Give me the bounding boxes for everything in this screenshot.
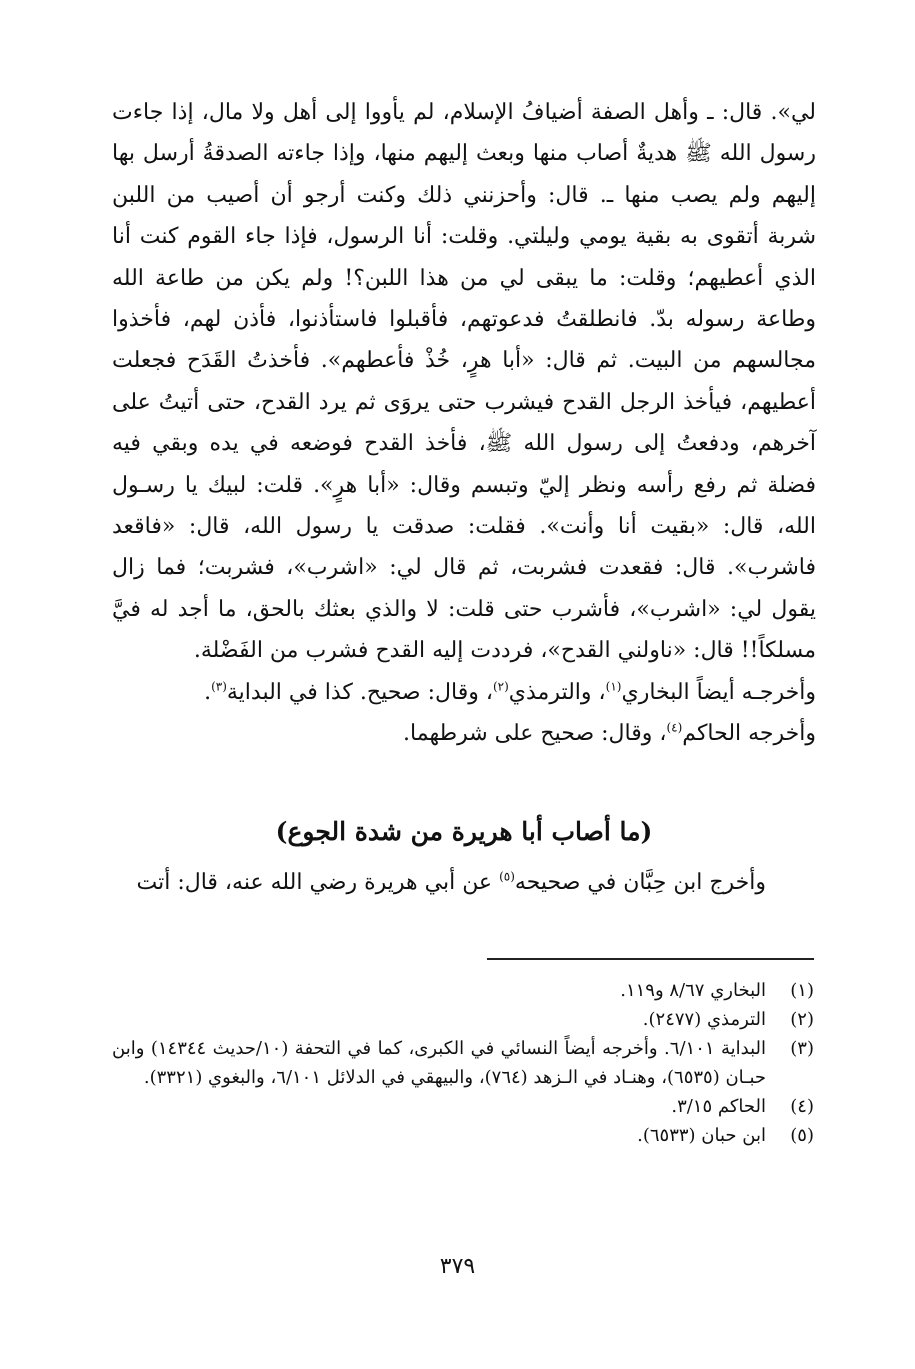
footnote-number: (١) xyxy=(790,980,814,1001)
footnote-3 xyxy=(112,1034,814,1092)
hakim-line: وأخرجه الحاكم$^{(٤)}$، وقال: صحيح على شرطهما. xyxy=(403,720,816,747)
section-title: (ما أصاب أبا هريرة من شدة الجوع) xyxy=(275,817,653,846)
footnote-ref-3[interactable]: (٣) xyxy=(211,679,227,694)
main-text xyxy=(112,92,816,755)
page-number: ٣٧٩ xyxy=(439,1254,476,1279)
footnote-text: البداية ٦/١٠١. وأخرجه أيضاً النسائي في الكبرى، كما في التحفة (١٠/حديث ١٤٣٤٤) وابن حبـان (٦٥٣٥)، وهنـاد في الـزهد (٧٦٤)، والبيهقي في الدلائل ٦/١٠١، والبغوي (٣٣٢١). xyxy=(112,1038,767,1088)
footnote-1 xyxy=(112,976,814,1005)
footnote-2 xyxy=(112,1005,814,1034)
footnote-5 xyxy=(112,1121,814,1150)
footnote-4 xyxy=(112,1092,814,1121)
footnote-ref-1[interactable]: (١) xyxy=(605,679,622,694)
footnote-ref-4[interactable]: (٤) xyxy=(666,720,683,735)
footnote-ref-2[interactable]: (٢) xyxy=(492,679,509,694)
footnote-number: (٥) xyxy=(790,1125,814,1146)
footnotes-list xyxy=(112,976,814,1150)
footnote-number: (٣) xyxy=(790,1038,814,1059)
footnote-number: (٢) xyxy=(790,1009,814,1030)
footnote-ref-5[interactable]: (٥) xyxy=(499,869,515,884)
footnote-divider xyxy=(487,958,814,960)
section-opening: وأخرج ابن حِبَّان في صحيحه$^{(٥)}$ عن أبي هريرة رضي الله عنه، قال: أتت xyxy=(136,869,766,895)
footnote-text: ابن حبان (٦٥٣٣). xyxy=(637,1125,766,1146)
footnote-text: الحاكم ٣/١٥. xyxy=(671,1096,766,1117)
footnote-number: (٤) xyxy=(790,1096,814,1117)
main-paragraph: لي». قال: ـ وأهل الصفة أضيافُ الإسلام، لم يأووا إلى أهل ولا مال، إذا جاءت رسول الله ﷺ هديةٌ أصاب منها وبعث إليهم منها، وإذا جاءته الصدقةُ أرسل بها إليهم ولم يصب منها ـ. قال: وأحزنني ذلك وكنت أرجو أن أصيب من اللبن شربة أتقوى به بقية يومي وليلتي. وقلت: أنا الرسول، فإذا جاء القوم كنت أنا الذي أعطيهم؛ وقلت: ما يبقى لي من هذا اللبن؟! ولم يكن من طاعة الله وطاعة رسوله بدّ. فانطلقتُ فدعوتهم، فأقبلوا فاستأذنوا، فأذن لهم، فأخذوا مجالسهم من البيت. ثم قال: «أبا هرٍ، خُذْ فأعطهم». فأخذتُ القَدَح فجعلت أعطيهم، فيأخذ الرجل القدح فيشرب حتى يروَى ثم يرد القدح، حتى أتيتُ على آخرهم، ودفعتُ إلى رسول الله ﷺ، فأخذ القدح فوضعه في يده وبقي فيه فضلة ثم رفع رأسه ونظر إليّ وتبسم وقال: «أبا هرٍ». قلت: لبيك يا رسـول الله، قال: «بقيت أنا وأنت». فقلت: صدقت يا رسول الله، قال: «فاقعد فاشرب». قال: فقعدت فشربت، ثم قال لي: «اشرب»، فشربت؛ فما زال يقول لي: «اشرب»، فأشرب حتى قلت: لا والذي بعثك بالحق، ما أجد له فيَّ مسلكاً!! قال: «ناولني القدح»، فرددت إليه القدح فشرب من الفَضْلة. xyxy=(112,100,816,664)
bukhari-line: وأخرجـه أيضاً البخاري$^{(١)}$، والترمذي$^{(٢)}$، وقال: صحيح. كذا في البداية$^{(٣)}$. xyxy=(204,679,816,705)
footnote-text: البخاري ٨/٦٧ و١١٩. xyxy=(620,980,766,1001)
footnote-text: الترمذي (٢٤٧٧). xyxy=(642,1009,766,1030)
